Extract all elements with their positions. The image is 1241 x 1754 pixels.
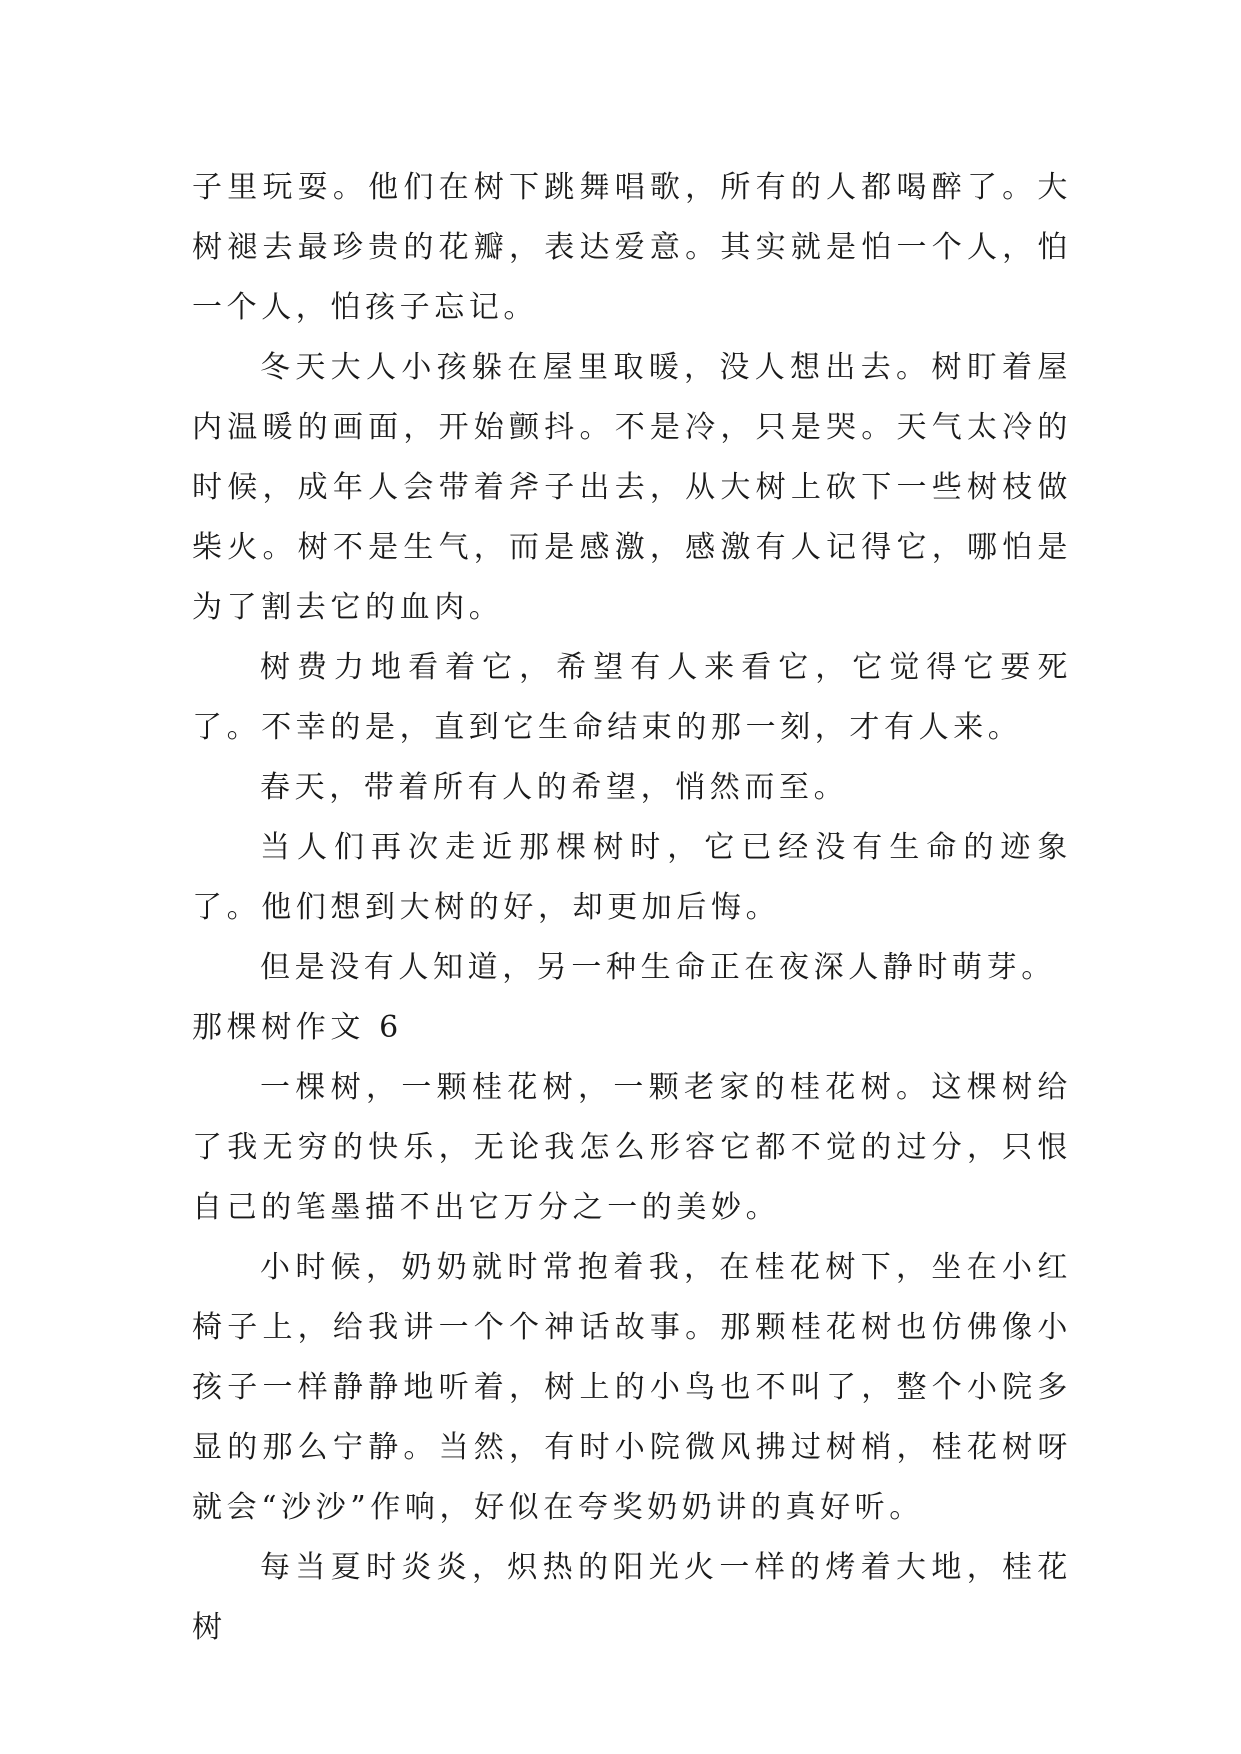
paragraph-8: 小时候，奶奶就时常抱着我，在桂花树下，坐在小红椅子上，给我讲一个个神话故事。那颗桂花树也仿佛像小孩子一样静静地听着，树上的小鸟也不叫了，整个小院多显的那么宁静。当然，有时小院微风拂过树梢，桂花树呀就会“沙沙”作响，好似在夸奖奶奶讲的真好听。 — [192, 1250, 1072, 1525]
paragraph-6: 但是没有人知道，另一种生命正在夜深人静时萌芽。 — [260, 950, 1056, 985]
paragraph-4: 春天，带着所有人的希望，悄然而至。 — [260, 770, 849, 805]
section-heading: 那棵树作文 6 — [192, 1010, 403, 1045]
paragraph-5: 当人们再次走近那棵树时，它已经没有生命的迹象了。他们想到大树的好，却更加后悔。 — [192, 830, 1072, 925]
paragraph-1: 子里玩耍。他们在树下跳舞唱歌，所有的人都喝醉了。大树褪去最珍贵的花瓣，表达爱意。其实就是怕一个人，怕一个人，怕孩子忘记。 — [192, 170, 1072, 325]
paragraph-2: 冬天大人小孩躲在屋里取暖，没人想出去。树盯着屋内温暖的画面，开始颤抖。不是冷，只是哭。天气太冷的时候，成年人会带着斧子出去，从大树上砍下一些树枝做柴火。树不是生气，而是感激，感激有人记得它，哪怕是为了割去它的血肉。 — [192, 350, 1072, 625]
paragraph-3: 树费力地看着它，希望有人来看它，它觉得它要死了。不幸的是，直到它生命结束的那一刻，才有人来。 — [192, 650, 1072, 745]
paragraph-7: 一棵树，一颗桂花树，一颗老家的桂花树。这棵树给了我无穷的快乐，无论我怎么形容它都不觉的过分，只恨自己的笔墨描不出它万分之一的美妙。 — [192, 1070, 1072, 1225]
document-body — [192, 158, 1072, 1658]
paragraph-9: 每当夏时炎炎，炽热的阳光火一样的烤着大地，桂花树 — [192, 1550, 1072, 1645]
